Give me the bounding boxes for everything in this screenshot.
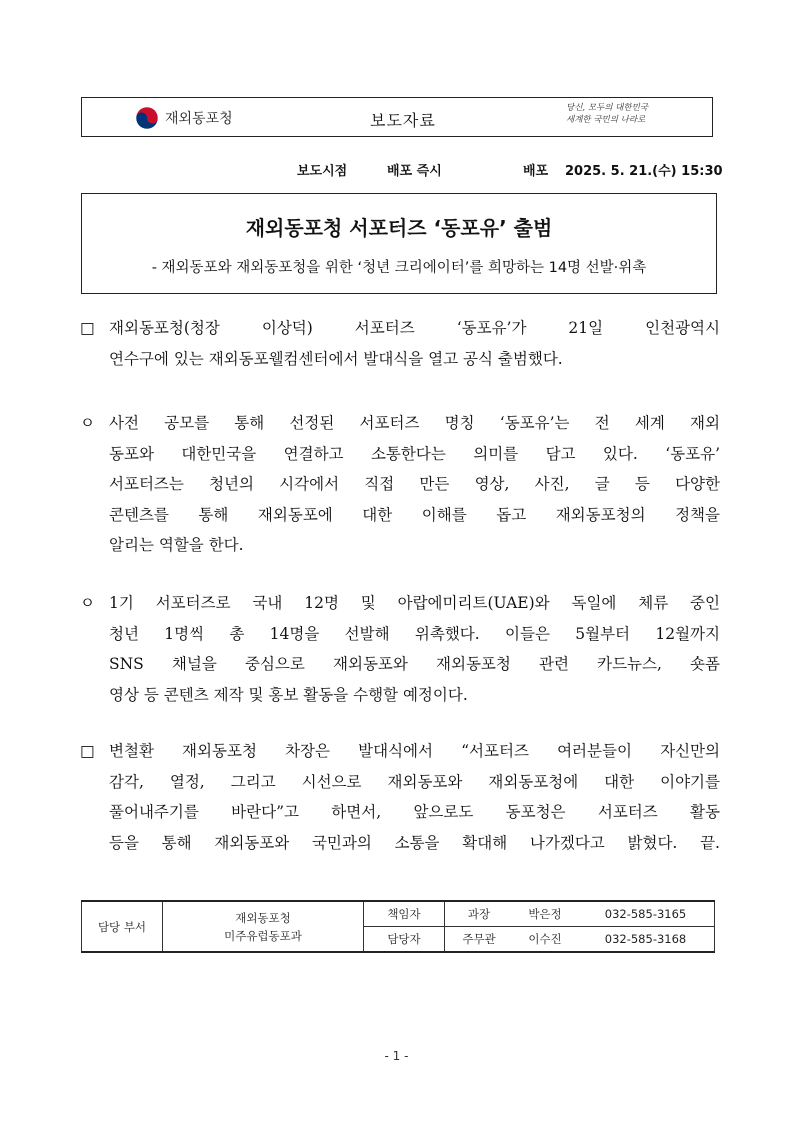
- contact-name: 이수진: [513, 927, 577, 953]
- circle-bullet-icon: ㅇ: [80, 594, 95, 612]
- paragraph-line: 감각, 열정, 그리고 시선으로 재외동포와 재외동포청에 대한 이야기를: [109, 772, 720, 791]
- paragraph-line: SNS 채널을 중심으로 재외동포와 재외동포청 관련 카드뉴스, 숏폼: [109, 655, 720, 673]
- paragraph-line: 알리는 역할을 한다.: [109, 536, 244, 554]
- square-bullet-icon: □: [80, 319, 95, 337]
- paragraph-line: 연수구에 있는 재외동포웰컴센터에서 발대식을 열고 공식 출범했다.: [109, 349, 563, 368]
- contact-phone: 032-585-3165: [577, 901, 715, 927]
- paragraph-line: 영상 등 콘텐츠 제작 및 홍보 활동을 수행할 예정이다.: [109, 685, 468, 704]
- contact-table: [81, 900, 715, 953]
- circle-bullet-icon: ㅇ: [80, 414, 95, 432]
- contact-title: 과장: [445, 901, 514, 927]
- paragraph-line: 재외동포청(청장 이상덕) 서포터즈 ‘동포유’가 21일 인천광역시: [109, 319, 720, 337]
- contact-role: 담당자: [364, 927, 445, 953]
- square-bullet-icon: □: [80, 742, 95, 760]
- paragraph-line: 1기 서포터즈로 국내 12명 및 아랍에미리트(UAE)와 독일에 체류 중인: [109, 594, 720, 612]
- release-date-label: 배포: [523, 164, 549, 179]
- contact-phone: 032-585-3168: [577, 927, 715, 953]
- paragraph-line: 콘텐츠를 통해 재외동포에 대한 이해를 돕고 재외동포청의 정책을: [109, 505, 720, 524]
- release-time-value: 배포 즉시: [387, 164, 442, 179]
- page-number: - 1 -: [384, 1049, 409, 1063]
- subheadline: - 재외동포와 재외동포청을 위한 ‘청년 크리에이터’를 희망하는 14명 선발·위촉: [151, 260, 647, 276]
- dept-name: [163, 901, 364, 952]
- headline: 재외동포청 서포터즈 ‘동포유’ 출범: [245, 216, 553, 240]
- contact-name: 박은정: [513, 901, 577, 927]
- dept-name-line: 재외동포청: [235, 910, 291, 925]
- paragraph: [80, 408, 720, 561]
- slogan: [566, 102, 676, 126]
- table-row: [82, 901, 715, 927]
- taegeuk-icon: [135, 106, 159, 130]
- document-type: 보도자료: [370, 111, 436, 130]
- paragraph-line: 사전 공모를 통해 선정된 서포터즈 명칭 ‘동포유’는 전 세계 재외: [109, 414, 720, 432]
- paragraph: [80, 313, 720, 374]
- paragraph-line: 풀어내주기를 바란다”고 하면서, 앞으로도 동포청은 서포터즈 활동: [109, 803, 720, 821]
- release-date-value: 2025. 5. 21.(수) 15:30: [565, 164, 723, 179]
- paragraph-line: 동포와 대한민국을 연결하고 소통한다는 의미를 담고 있다. ‘동포유’: [109, 444, 720, 463]
- agency-name: 재외동포청: [165, 111, 233, 127]
- slogan-line: 당신, 모두의 대한민국: [566, 103, 649, 113]
- paragraph: [80, 736, 720, 858]
- contact-title: 주무관: [445, 927, 514, 953]
- paragraph-line: 등을 통해 재외동포와 국민과의 소통을 확대해 나가겠다고 밝혔다. 끝.: [109, 833, 720, 852]
- dept-name-line: 미주유럽동포과: [224, 928, 302, 943]
- title-box: [81, 193, 717, 294]
- dept-label: 담당 부서: [82, 901, 163, 952]
- release-time-label: 보도시점: [297, 164, 348, 179]
- contact-role: 책임자: [364, 901, 445, 927]
- agency-logo: [135, 106, 233, 130]
- paragraph-line: 청년 1명씩 총 14명을 선발해 위촉했다. 이들은 5월부터 12월까지: [109, 624, 720, 643]
- paragraph-line: 변철환 재외동포청 차장은 발대식에서 “서포터즈 여러분들이 자신만의: [109, 742, 720, 760]
- paragraph: [80, 588, 720, 710]
- slogan-line: 세계한 국민의 나라로: [566, 115, 646, 125]
- paragraph-line: 서포터즈는 청년의 시각에서 직접 만든 영상, 사진, 글 등 다양한: [109, 475, 720, 493]
